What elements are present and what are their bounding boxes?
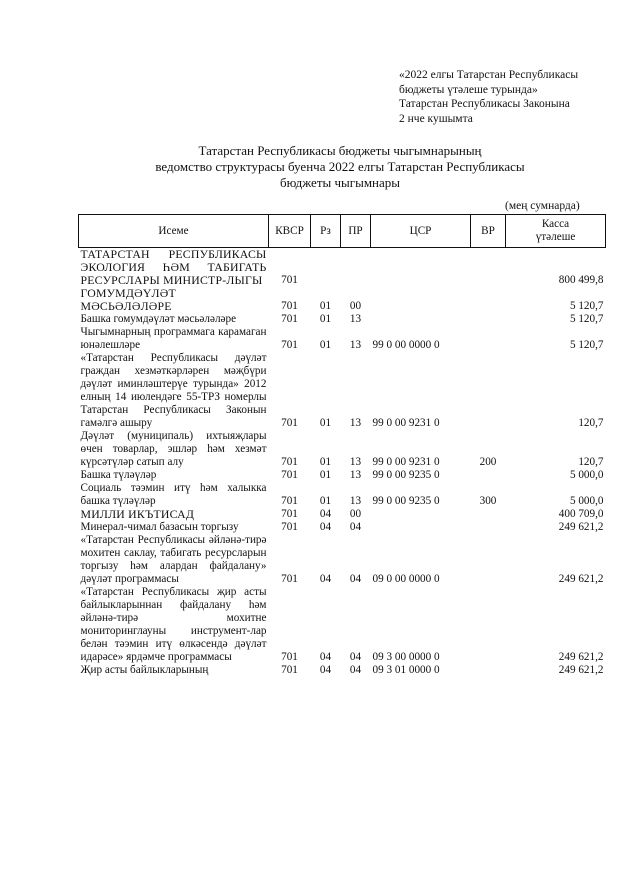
row-csr: 99 0 00 9231 0	[372, 417, 440, 429]
table-row	[79, 313, 606, 326]
row-amount: 5 120,7	[569, 313, 604, 325]
row-vr	[471, 508, 506, 521]
row-vr	[471, 521, 506, 534]
row-amount: 249 621,2	[558, 651, 604, 663]
row-kvsr: 701	[281, 300, 298, 312]
row-rz: 01	[319, 300, 332, 312]
table-row	[79, 534, 606, 586]
table-row	[79, 482, 606, 508]
row-vr	[471, 586, 506, 664]
table-row	[79, 508, 606, 521]
row-csr: 09 3 01 0000 0	[372, 664, 440, 676]
table-row	[79, 326, 606, 352]
row-kvsr: 701	[281, 469, 298, 481]
row-vr	[471, 534, 506, 586]
row-amount: 5 120,7	[569, 300, 604, 312]
row-kvsr: 701	[281, 495, 298, 507]
appendix-line: бюджеты үтәлеше турында»	[399, 83, 538, 96]
appendix-line: 2 нче кушымта	[399, 112, 473, 125]
row-kvsr: 701	[281, 274, 298, 286]
row-rz: 04	[319, 573, 332, 585]
row-name: «Татарстан Республикасы әйләнә-тирә мохитен саклау, табигать ресурсларын торгызу һәм алардан файдалану» дәүләт программасы	[80, 534, 267, 585]
header-kassa	[506, 215, 606, 248]
table-row	[79, 352, 606, 430]
header-rz: Рз	[311, 215, 341, 248]
row-csr: 99 0 00 9231 0	[372, 456, 440, 468]
row-csr: 09 0 00 0000 0	[372, 573, 440, 585]
table-header-row	[79, 215, 606, 248]
row-vr	[471, 248, 506, 288]
row-vr	[471, 469, 506, 482]
row-csr	[371, 287, 471, 313]
row-rz: 01	[319, 313, 332, 325]
row-amount: 120,7	[578, 417, 604, 429]
row-kvsr: 701	[281, 456, 298, 468]
header-kvsr: КВСР	[269, 215, 311, 248]
row-name: Башка гомумдәүләт мәсьәләләре	[80, 313, 237, 325]
document-title	[60, 143, 620, 191]
row-kvsr: 701	[281, 508, 298, 520]
row-rz: 01	[319, 469, 332, 481]
appendix-line: Татарстан Республикасы Законына	[399, 98, 570, 110]
row-kvsr: 701	[281, 521, 298, 533]
row-rz: 04	[319, 508, 332, 520]
row-rz: 01	[319, 339, 332, 351]
appendix-line: «2022 елгы Татарстан Республикасы	[399, 69, 579, 81]
row-csr: 99 0 00 9235 0	[372, 495, 440, 507]
row-pr: 04	[349, 651, 362, 663]
table-row	[79, 287, 606, 313]
row-vr	[471, 352, 506, 430]
table-row	[79, 248, 606, 288]
row-amount: 400 709,0	[558, 508, 604, 520]
row-pr	[341, 248, 371, 288]
row-name: Дәүләт (муниципаль) ихтыяҗлары өчен товарлар, эшләр һәм хезмәт күрсәтүләр сатып алу	[80, 430, 267, 468]
row-pr: 04	[349, 664, 362, 676]
header-csr: ЦСР	[371, 215, 471, 248]
table-row	[79, 664, 606, 677]
row-pr: 04	[349, 573, 362, 585]
appendix-reference	[399, 68, 629, 126]
header-pr: ПР	[341, 215, 371, 248]
row-csr	[371, 313, 471, 326]
row-kvsr: 701	[281, 417, 298, 429]
row-name: Җир асты байлыкларының	[80, 664, 209, 676]
row-vr	[471, 313, 506, 326]
row-amount: 249 621,2	[558, 521, 604, 533]
header-vr: ВР	[471, 215, 506, 248]
row-csr: 99 0 00 9235 0	[372, 469, 440, 481]
row-pr: 13	[349, 469, 362, 481]
row-name: МИЛЛИ ИКЪТИСАД	[80, 507, 195, 521]
row-rz: 04	[319, 664, 332, 676]
row-amount: 800 499,8	[558, 274, 604, 286]
row-amount: 249 621,2	[558, 573, 604, 585]
row-kvsr: 701	[281, 313, 298, 325]
table-row	[79, 430, 606, 469]
row-pr: 00	[349, 300, 362, 312]
title-line: Татарстан Республикасы бюджеты чыгымнарының	[198, 143, 482, 158]
row-vr	[471, 326, 506, 352]
row-kvsr: 701	[281, 339, 298, 351]
row-pr: 13	[349, 495, 362, 507]
row-name: Минерал-чимал базасын торгызу	[80, 521, 239, 533]
row-kvsr: 701	[281, 664, 298, 676]
row-rz: 04	[319, 651, 332, 663]
row-csr	[371, 248, 471, 288]
row-csr	[371, 508, 471, 521]
row-pr: 13	[349, 313, 362, 325]
row-name: Социаль тәэмин итү һәм халыкка башка түләүләр	[80, 482, 267, 507]
row-rz: 01	[319, 417, 332, 429]
row-kvsr: 701	[281, 651, 298, 663]
row-name: ГОМУМДӘҮЛӘТ МӘСЬӘЛӘЛӘРЕ	[80, 286, 176, 313]
row-vr	[471, 287, 506, 313]
table-row	[79, 469, 606, 482]
header-kassa-line2: үтәлеше	[535, 231, 576, 243]
row-rz: 01	[319, 495, 332, 507]
row-vr: 200	[479, 456, 497, 468]
row-amount: 5 000,0	[569, 469, 604, 481]
row-name: ТАТАРСТАН РЕСПУБЛИКАСЫ ЭКОЛОГИЯ ҺӘМ ТАБИГАТЬ РЕСУРСЛАРЫ МИНИСТР-ЛЫГЫ	[80, 247, 267, 287]
row-name: «Татарстан Республикасы җир асты байлыкларыннан файдалану һәм әйләнә-тирә мохитне мониторинглауны инструмент-лар белән тәэмин итү өлкәсендә дәүләт идарәсе» ярдәмче программасы	[80, 586, 267, 663]
row-vr: 300	[479, 495, 497, 507]
row-csr	[371, 521, 471, 534]
title-line: бюджеты чыгымнары	[279, 175, 401, 190]
row-name: Чыгымнарның программага карамаган юнәлешләре	[80, 326, 267, 351]
row-vr	[471, 664, 506, 677]
units-note: (мең сумнарда)	[505, 200, 580, 212]
row-amount: 249 621,2	[558, 664, 604, 676]
row-amount: 5 000,0	[569, 495, 604, 507]
row-rz	[311, 248, 341, 288]
row-name: «Татарстан Республикасы дәүләт граждан хезмәткәрләрен мәҗбүри дәүләт иминләштерүе турында» 2012 елның 14 июлендәге 55-ТРЗ номерлы Татарстан Республикасы Законын гамәлгә ашыру	[80, 352, 267, 429]
row-name: Башка түләүләр	[80, 469, 157, 481]
table-row	[79, 521, 606, 534]
row-pr: 00	[349, 508, 362, 520]
row-pr: 04	[349, 521, 362, 533]
row-csr: 99 0 00 0000 0	[372, 339, 440, 351]
row-pr: 13	[349, 339, 362, 351]
row-kvsr: 701	[281, 573, 298, 585]
table-row	[79, 586, 606, 664]
row-amount: 5 120,7	[569, 339, 604, 351]
row-rz: 04	[319, 521, 332, 533]
row-amount: 120,7	[578, 456, 604, 468]
header-kassa-line1: Касса	[541, 218, 570, 230]
row-pr: 13	[349, 417, 362, 429]
title-line: ведомство структурасы буенча 2022 елгы Татарстан Республикасы	[155, 159, 525, 174]
header-name: Исеме	[79, 215, 269, 248]
row-rz: 01	[319, 456, 332, 468]
row-pr: 13	[349, 456, 362, 468]
row-csr: 09 3 00 0000 0	[372, 651, 440, 663]
budget-table	[78, 214, 606, 677]
